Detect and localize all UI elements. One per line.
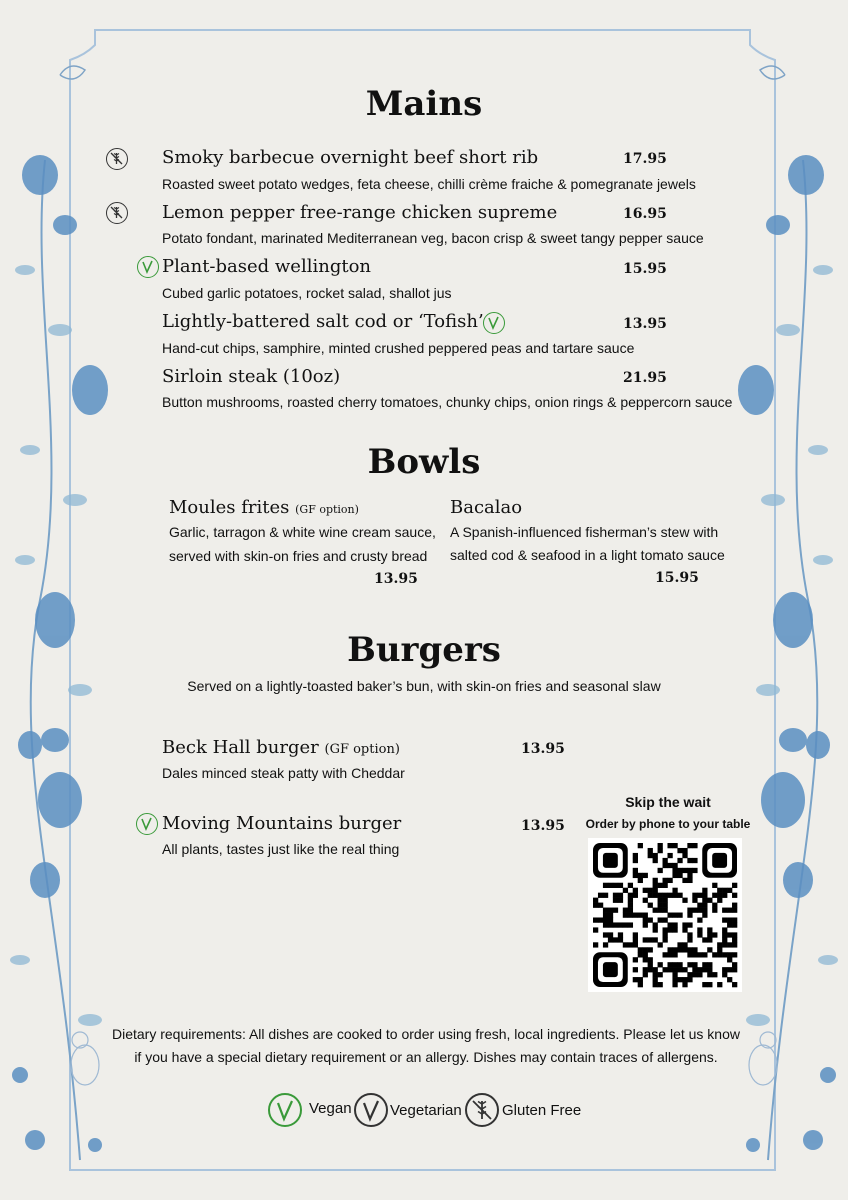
vegan-icon bbox=[136, 813, 158, 835]
burger-dish-name: Moving Mountains burger bbox=[162, 813, 402, 834]
legend-vegetarian-label: Vegetarian bbox=[390, 1102, 462, 1119]
main-dish-desc: Button mushrooms, roasted cherry tomatoes, chunky chips, onion rings & peppercorn sauce bbox=[162, 394, 733, 410]
bowl-dish-name: Bacalao bbox=[450, 497, 523, 518]
qr-code[interactable] bbox=[588, 838, 742, 992]
bowls-title: Bowls bbox=[367, 442, 481, 482]
gf-option-note: (GF option) bbox=[295, 503, 359, 516]
main-dish-price: 13.95 bbox=[623, 316, 667, 332]
main-dish-desc: Roasted sweet potato wedges, feta cheese, chilli crème fraiche & pomegranate jewels bbox=[162, 176, 696, 192]
dietary-note-line2: if you have a special dietary requirement or an allergy. Dishes may contain traces of allergens. bbox=[134, 1049, 718, 1065]
gluten-free-icon bbox=[106, 148, 128, 170]
qr-subtitle: Order by phone to your table bbox=[585, 817, 751, 831]
main-dish-price: 16.95 bbox=[623, 206, 667, 222]
main-dish-price: 21.95 bbox=[623, 370, 667, 386]
main-dish-name: Lightly-battered salt cod or ‘Tofish’ bbox=[162, 311, 484, 332]
main-dish-desc: Hand-cut chips, samphire, minted crushed peppered peas and tartare sauce bbox=[162, 340, 635, 356]
main-dish-name: Plant-based wellington bbox=[162, 256, 372, 277]
burgers-subtitle: Served on a lightly-toasted baker’s bun, with skin-on fries and seasonal slaw bbox=[187, 678, 661, 694]
bowl-dish-name bbox=[169, 497, 359, 518]
burger-dish-price: 13.95 bbox=[521, 818, 565, 834]
gluten-free-icon bbox=[465, 1093, 499, 1127]
bowl-dish-price: 13.95 bbox=[374, 571, 418, 587]
mains-title: Mains bbox=[365, 84, 483, 124]
bowl-dish-title: Moules frites bbox=[169, 497, 290, 518]
legend-vegan-label: Vegan bbox=[309, 1100, 352, 1117]
main-dish-price: 15.95 bbox=[623, 261, 667, 277]
burger-dish-desc: Dales minced steak patty with Cheddar bbox=[162, 765, 405, 781]
bowl-dish-price: 15.95 bbox=[655, 570, 699, 586]
burger-dish-title: Beck Hall burger bbox=[162, 737, 319, 758]
main-dish-desc: Cubed garlic potatoes, rocket salad, shallot jus bbox=[162, 285, 452, 301]
burger-dish-price: 13.95 bbox=[521, 741, 565, 757]
gluten-free-icon bbox=[106, 202, 128, 224]
main-dish-price: 17.95 bbox=[623, 151, 667, 167]
main-dish-desc: Potato fondant, marinated Mediterranean veg, bacon crisp & sweet tangy pepper sauce bbox=[162, 230, 704, 246]
qr-title: Skip the wait bbox=[625, 794, 711, 810]
vegan-icon bbox=[268, 1093, 302, 1127]
bowl-dish-desc: Garlic, tarragon & white wine cream sauce, bbox=[169, 524, 436, 540]
main-dish-name: Smoky barbecue overnight beef short rib bbox=[162, 147, 539, 168]
dietary-note-line1: Dietary requirements: All dishes are cooked to order using fresh, local ingredients. Please let us know bbox=[112, 1026, 740, 1042]
main-dish-name: Lemon pepper free-range chicken supreme bbox=[162, 202, 558, 223]
vegan-icon bbox=[137, 256, 159, 278]
bowl-dish-desc: salted cod & seafood in a light tomato sauce bbox=[450, 547, 725, 563]
main-dish-name: Sirloin steak (10oz) bbox=[162, 366, 341, 387]
vegetarian-icon bbox=[354, 1093, 388, 1127]
burger-dish-desc: All plants, tastes just like the real thing bbox=[162, 841, 400, 857]
bowl-dish-desc: A Spanish-influenced fisherman’s stew with bbox=[450, 524, 719, 540]
legend-gluten-free-label: Gluten Free bbox=[502, 1102, 582, 1119]
bowl-dish-desc: served with skin-on fries and crusty bread bbox=[169, 548, 428, 564]
burgers-title: Burgers bbox=[347, 630, 501, 670]
gf-option-note: (GF option) bbox=[324, 742, 400, 757]
vegan-icon bbox=[483, 312, 505, 334]
burger-dish-name bbox=[162, 737, 400, 758]
